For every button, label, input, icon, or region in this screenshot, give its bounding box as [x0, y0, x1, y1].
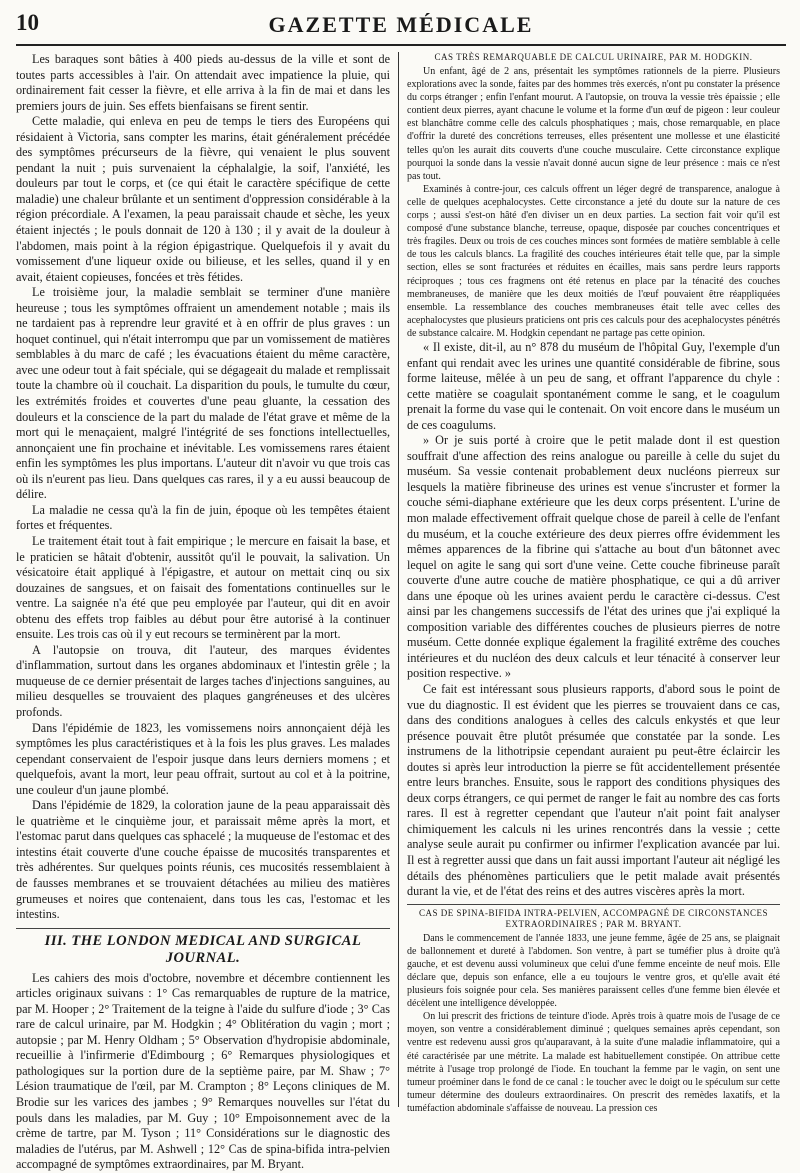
left-paragraph: La maladie ne cessa qu'à la fin de juin, époque où les tempêtes étaient fortes et fréquentes.	[16, 502, 390, 533]
section-heading: III. THE LONDON MEDICAL AND SURGICAL JOURNAL.	[16, 928, 390, 967]
left-paragraph: Le traitement était tout à fait empirique ; le mercure en faisait la base, et le praticien se hâtait d'obtenir, aussitôt qu'il le pouvait, la salivation. Un vésicatoire était appliqué à l'épigastre, et autour on mettait cinq ou six douzaines de sangsues, et on faisait des fomentations continuelles sur le ventre. La saignée n'a été que peu employée par l'auteur, qui dit en avoir obtenu des effets trop faibles au début pour être autorisé à la continuer ensuite. Les trois cas où il y eut recours se terminèrent par la mort.	[16, 533, 390, 642]
masthead	[16, 8, 786, 46]
left-paragraph: Dans l'épidémie de 1823, les vomissemens noirs annonçaient déjà les symptômes les plus caractéristiques et à la fois les plus graves. Les malades cependant conservaient de l'espoir jusque dans leurs derniers momens ; et quelquefois, avant la mort, leur peau offrait, surtout au col et à la poitrine, une couleur d'un jaune plombé.	[16, 720, 390, 797]
article-heading: CAS TRÈS REMARQUABLE DE CALCUL URINAIRE, PAR M. HODGKIN.	[434, 52, 753, 62]
left-paragraph: Cette maladie, qui enleva en peu de temps le tiers des Européens qui résidaient à Victoria, sans compter les marins, était généralement précédée des symptômes précurseurs de la fièvre, qui venaient le plus souvent pendant la nuit ; puis survenaient la céphalalgie, la soif, l'anxiété, les douleurs par tout le corps, et (ce qui était le caractère spécifique de cette maladie) une chaleur brûlante et un sentiment d'oppression considérable à la région précordiale. A l'examen, la peau paraissait chaude et sèche, les yeux étaient injectés ; le pouls donnait de 120 à 130 ; il y avait de la douleur à l'abdomen, mais point à la région épigastrique. Quelquefois il y avait du vomissement d'une liqueur oxide ou bilieuse, et les selles, quand il y en avait, étaient copieuses, foncées et très fétides.	[16, 114, 390, 284]
right-paragraph: Un enfant, âgé de 2 ans, présentait les symptômes rationnels de la pierre. Plusieurs explorations avec la sonde, faites par des hommes très exercés, n'ont pu constater la présence du corps étranger ; enfin l'enfant mourut. A l'autopsie, on trouva la vessie très épaissie ; elle contient deux pierres, ayant chacune le volume et la forme d'un œuf de pigeon : leur couleur est blanchâtre comme celle des calculs phosphatiques ; mais, chose remarquable, en place d'offrir la dureté des concrétions terreuses, elles présentent une mollesse et une élasticité telles qu'on les aurait dits couverts d'une couche musculaire. Cette circonstance explique pourquoi la sonde dans la vessie n'avait donné aucun signe de leur présence : mais ce n'est pas tout.	[407, 66, 780, 182]
two-column-body	[16, 52, 786, 1172]
left-paragraph: A l'autopsie on trouva, dit l'auteur, des marques évidentes d'inflammation, surtout dans les organes abdominaux et l'intestin grêle ; la muqueuse de ce dernier présentait de larges taches d'injections sanguines, au milieu desquelles se trouvaient des plaques gangréneuses et des ulcères profonds.	[16, 642, 390, 719]
left-column	[16, 52, 398, 1172]
quote-paragraph: « Il existe, dit-il, au n° 878 du muséum de l'hôpital Guy, l'exemple d'un enfant qui rendait avec les urines une quantité considérable de fibrine, sous forme laiteuse, mêlée à un peu de sang, et offrant l'apparence du chyle : cette matière se coagulait spontanément comme le sang, et le coagulum prenait la forme du vase qui le contenait. On voit encore dans le muséum un de ces coagulums.	[407, 339, 780, 432]
left-paragraph: Le troisième jour, la maladie semblait se terminer d'une manière heureuse ; tous les symptômes offraient un amendement notable ; mais ils ne tardaient pas à reprendre leur gravité et à en offrir de plus graves : un hoquet continuel, qui n'était interrompu que par un vomissement de matières semblables à du marc de café ; les évacuations étaient du même caractère, avec une odeur tout à fait spéciale, qui se dégageait du malade et remplissait toute la chambre où il couchait. La disparition du pouls, le tumulte du cœur, les extrémités froides et couvertes d'une peau gluante, la cessation des douleurs et la conscience de la part du malade de l'état grave et même de la mort qui le menaçaient, malgré l'intégrité de ses fonctions intellectuelles, annonçaient une fin prochaine et inévitable. Les vomissemens rares étaient enfin les symptômes les plus importans. L'auteur dit n'avoir vu que trois cas où ils n'eurent pas lieu. Dans quelques cas rares, il y a eu aussi beaucoup de délire.	[16, 285, 390, 502]
journal-title: GAZETTE MÉDICALE	[268, 12, 534, 37]
article-heading: CAS DE SPINA-BIFIDA INTRA-PELVIEN, ACCOMPAGNÉ DE CIRCONSTANCES EXTRAORDINAIRES ; PAR M. BRYANT.	[407, 904, 780, 930]
left-paragraph: Les cahiers des mois d'octobre, novembre et décembre contiennent les articles originaux suivans : 1° Cas remarquables de rupture de la matrice, par M. Hooper ; 2° Traitement de la teigne à l'aide du sulfure d'iode ; 3° Cas rare de calcul urinaire, par M. Hodgkin ; 4° Oblitération du vagin ; mort ; autopsie ; par M. Henry Oldham ; 5° Observation d'hydropisie abdominale, recueillie à l'infirmerie d'Edimbourg ; 6° Remarques physiologiques et pathologiques sur la portion dure de la septième paire, par M. Shaw ; 7° Lésion traumatique de l'œil, par M. Crampton ; 8° Leçons cliniques de M. Brodie sur les varices des jambes ; 9° Remarques nouvelles sur l'état du pouls dans les maladies, par M. Guy ; 10° Empoisonnement avec de la crème de tartre, par M. Tyson ; 11° Considérations sur le diagnostic des maladies de l'utérus, par M. Ashwell ; 12° Cas de spina-bifida intra-pelvien accompagné de symptômes extraordinaires, par M. Bryant.	[16, 970, 390, 1172]
right-column	[398, 52, 780, 1114]
right-paragraph: Examinés à contre-jour, ces calculs offrent un léger degré de transparence, analogue à celle de quelques acephalocystes. Cette circonstance a jeté du doute sur la nature de ces corps ; aussi s'est-on hâté d'en diviser un en deux parties. La section fait voir qu'il est composé d'une substance blanche, terreuse, opaque, disposée par couches concentriques et très fragiles. Deux ou trois de ces couches minces sont formées de matière semblable à celle de tous les calculs blancs. La fragilité des couches intérieures était telle que, par la simple section, elles se sont fracturées et réduites en écailles, mais sans perdre leurs rapports réciproques ; tous ces fragmens ont été retenus en place par la ténacité des couches membraneuses, de manière que les deux moitiés de l'œuf pouvaient être réappliquées ensemble. La ressemblance des couches membraneuses était telle avec celles des acephalocystes que plusieurs praticiens ont pris ces calculs pour des acephalocystes pénétrés de substance calcaire. M. Hodgkin cependant ne partage pas cette opinion.	[407, 183, 780, 339]
right-paragraph: Dans le commencement de l'année 1833, une jeune femme, âgée de 25 ans, se plaignait de ballonnement et dureté à l'abdomen. Son ventre, à part se tuméfier plus à droite qu'à gauche, et est devenu aussi volumineux que celui d'une femme enceinte de neuf mois. Elle déclare que, depuis son enfance, elle a eu toujours le ventre gros, et qu'elle avait été plusieurs fois soignée pour cela. Ses manières paraissent celles d'une femme bien élevée et décèlent une intelligence développée.	[407, 932, 780, 1010]
quote-paragraph: » Or je suis porté à croire que le petit malade dont il est question souffrait d'une affection des reins analogue ou pareille à celle du sujet du muséum. Sa vessie contenait probablement deux nucléons pierreux sur lesquels la matière fibrineuse des urines est venue s'incruster et former la couche sémi-diaphane extérieure que les deux corps présentent. L'urine de mon malade effectivement offrait quelque chose de pareil à celle de l'enfant du muséum, et la couche extérieure des deux pierres offre évidemment les mêmes apparences de la fibrine qui s'attache au bout d'un bâtonnet avec lequel on agite le sang qui sort d'une veine. Cette couche fibrineuse paraît couverte d'une autre couche de matière phosphatique, ce qui a dû arriver dans une époque où les urines avaient perdu le caractère ci-dessus. C'est ainsi par les changemens successifs de l'état des urines que j'ai expliqué la composition variable des différentes couches de plusieurs pierres de notre muséum. Cette donnée explique également la fragilité extrême des couches intérieures et du nucléon des deux calculs et leur ténacité à conserver leur position respective. »	[407, 433, 780, 681]
left-paragraph: Dans l'épidémie de 1829, la coloration jaune de la peau apparaissait dès le quatrième et le cinquième jour, et paraissait même après la mort, et l'estomac parut dans quelques cas sphacelé ; la muqueuse de l'estomac et des intestins était couverte d'une couche épaisse de mucosités transparentes et très adhérentes. Sur quelques points réunis, ces mucosités ressemblaient à de fausses membranes et se trouvaient détachées au milieu des matières grumeuses et noires que contenaient, dans tous les cas, l'estomac et les intestins.	[16, 798, 390, 922]
quote-paragraph: Ce fait est intéressant sous plusieurs rapports, d'abord sous le point de vue du diagnostic. Il est évident que les pierres se trouvaient dans ce cas, dans des conditions analogues à celles des calculs enkystés et que leur présence pouvait être plutôt présumée que constatée par la sonde. Les instrumens de la lithotripsie cependant auraient pu peut-être éclaircir les doutes si après leur introduction la pierre se fût accidentellement présentée entre leurs branches. Ensuite, sous le rapport des conditions physiques des deux corps étrangers, ce qui permet de ranger le fait au nombre des cas forts rares. Il est à regretter cependant que l'auteur n'ait point fait analyser chimiquement les calculs ni les urines rencontrés dans la vessie ; cette analyse seule aurait pu confirmer ou infirmer l'explication avancée par lui. Il est à regretter aussi que dans un fait aussi important l'auteur ait négligé les détails des phénomènes particuliers que le petit malade avait présentés durant la vie, et de l'état des reins et des autres viscères après la mort.	[407, 682, 780, 899]
right-paragraph: On lui prescrit des frictions de teinture d'iode. Après trois à quatre mois de l'usage de ce moyen, son ventre a considérablement diminué ; quelques semaines après cependant, son ventre est redevenu aussi gros qu'auparavant, à la suite d'une maladie inflammatoire, qui a été caractérisée par une métrite. La malade est habituellement constipée. On attribue cette métrite à l'usage trop prolongé de l'iode. En touchant la femme par le vagin, on sent une tumeur proéminer dans le fond de ce canal : le toucher avec le doigt ou le spéculum sur cette tumeur détermine des douleurs extraordinaires. On prescrit des remèdes laxatifs, et la tuméfaction abdominale s'affaisse de nouveau. La pression ces	[407, 1011, 780, 1114]
page-number: 10	[16, 10, 39, 35]
left-paragraph: Les baraques sont bâties à 400 pieds au-dessus de la ville et sont de toutes parts accessibles à l'air. On attendait avec impatience la pluie, qui ordinairement fait cesser la fièvre, et elle arriva à la fin de mai et dans les premiers jours de juin. Ses effets bienfaisans se firent sentir.	[16, 52, 390, 113]
